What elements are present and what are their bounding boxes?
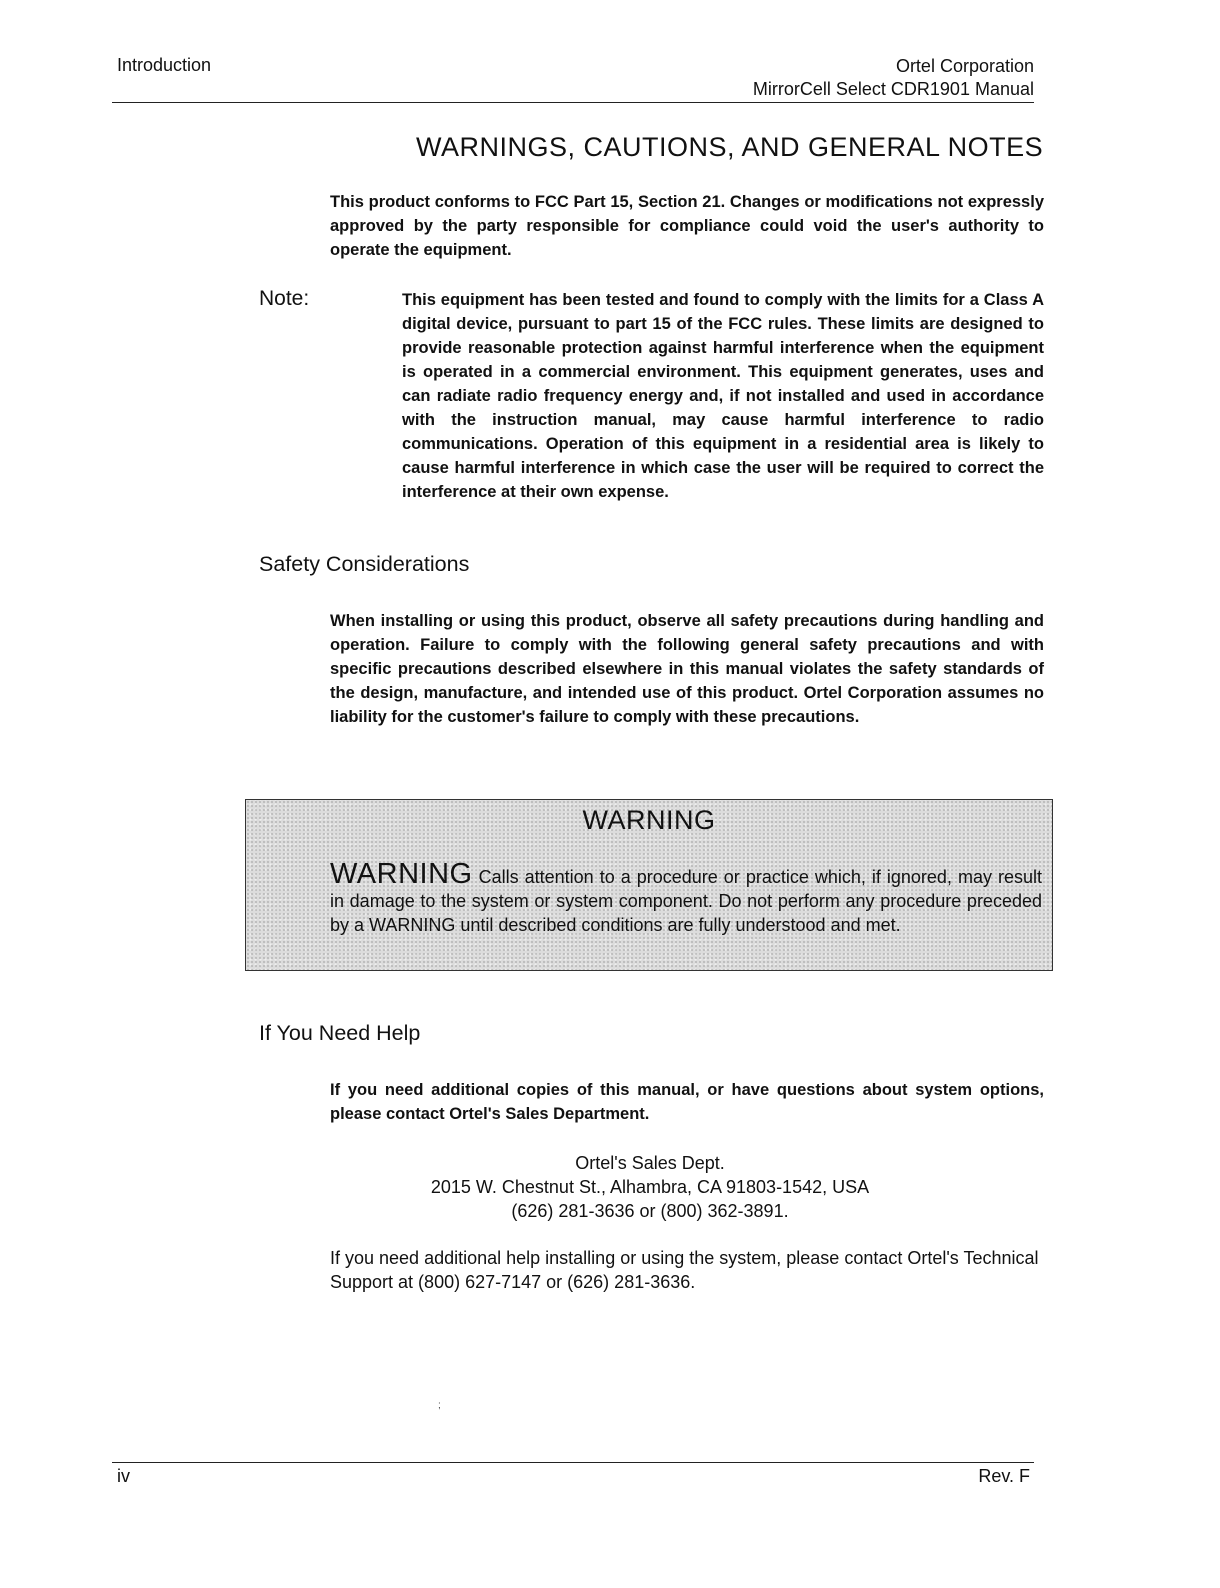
header-company: Ortel Corporation (895, 56, 1034, 76)
help-heading: If You Need Help (259, 1021, 421, 1045)
address-line-3: (626) 281-3636 or (800) 362-3891. (511, 1201, 789, 1221)
warning-text (330, 858, 1042, 937)
header-manual-title: MirrorCell Select CDR1901 Manual (752, 79, 1034, 99)
address-line-1: Ortel's Sales Dept. (575, 1153, 725, 1173)
warning-title: WARNING (582, 805, 716, 835)
tech-support-text: If you need additional help installing or using the system, please contact Ortel's Technical Support at (800) 627-7147 or (626) 281-3636. (330, 1248, 1039, 1292)
header-document-info (753, 55, 1034, 101)
warning-description: Calls attention to a procedure or practice which, if ignored, may result in damage to the system or system component. Do not perform any procedure preceded by a WARNING until described conditions are fully understood and met. (330, 867, 1042, 935)
stray-mark: ; (438, 1400, 441, 1411)
sales-address (330, 1151, 970, 1223)
footer-rule (112, 1462, 1034, 1463)
note-label: Note: (259, 287, 310, 310)
safety-text: When installing or using this product, observe all safety precautions during handling and operation. Failure to comply with the following general safety precautions and with specific precautions described elsewhere in this manual violates the safety standards of the design, manufacture, and intended use of this product. Ortel Corporation assumes no liability for the customer's failure to comply with these precautions. (330, 612, 1044, 726)
header-section-title: Introduction (117, 55, 212, 75)
warning-box (245, 799, 1053, 971)
footer-revision: Rev. F (978, 1466, 1030, 1486)
safety-heading: Safety Considerations (259, 552, 470, 576)
header-rule (112, 102, 1034, 103)
footer-page-number: iv (117, 1466, 130, 1486)
page-title: WARNINGS, CAUTIONS, AND GENERAL NOTES (416, 132, 1044, 162)
address-line-2: 2015 W. Chestnut St., Alhambra, CA 91803-1542, USA (430, 1177, 870, 1197)
note-text: This equipment has been tested and found to comply with the limits for a Class A digital device, pursuant to part 15 of the FCC rules. These limits are designed to provide reasonable protection against harmful interference when the equipment is operated in a commercial environment. This equipment generates, uses and can radiate radio frequency energy and, if not installed and used in accordance with the instruction manual, may cause harmful interference to radio communications. Operation of this equipment in a residential area is likely to cause harmful interference in which case the user will be required to correct the interference at their own expense. (402, 291, 1044, 501)
fcc-statement: This product conforms to FCC Part 15, Section 21. Changes or modifications not expressly approved by the party responsible for compliance could void the user's authority to operate the equipment. (330, 193, 1044, 259)
help-text: If you need additional copies of this manual, or have questions about system options, please contact Ortel's Sales Department. (330, 1081, 1044, 1123)
warning-lead-word: WARNING (330, 858, 473, 890)
